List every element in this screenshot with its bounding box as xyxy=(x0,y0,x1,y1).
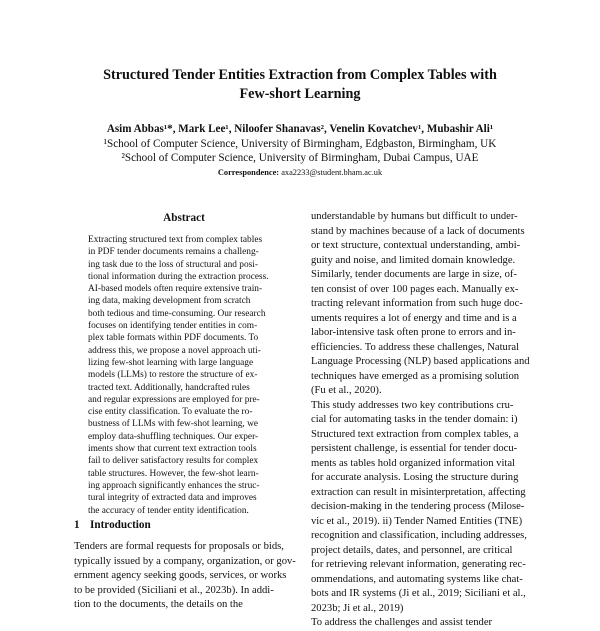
introduction-body xyxy=(74,540,294,613)
body-line: ernment agency seeking goods, services, or works xyxy=(74,570,287,581)
body-line: typically issued by a company, organization, or gov- xyxy=(74,555,296,567)
body-line: To address the challenges and assist tender xyxy=(311,617,493,628)
body-line: for retrieving relevant information, generating rec- xyxy=(311,559,526,570)
abstract-line: fail to deliver satisfactory results for complex xyxy=(88,456,259,467)
body-line: vic et al., 2019). ii) Tender Named Entities (TNE) xyxy=(311,515,523,527)
body-line: Tenders are formal requests for proposals or bids, xyxy=(74,541,284,552)
body-line: Structured text extraction from complex tables, a xyxy=(311,428,519,440)
affiliation-1: ¹School of Computer Science, University of Birmingham, Edgbaston, Birmingham, UK xyxy=(103,138,497,150)
abstract-line: iments show that current text extraction tools xyxy=(88,444,257,455)
abstract-line: plex table formats within PDF documents. To xyxy=(88,333,259,344)
right-column-body xyxy=(311,210,533,631)
abstract-line: tracted text. Additionally, handcrafted rules xyxy=(88,382,250,393)
abstract-line: focuses on identifying tender entities in com- xyxy=(88,321,258,332)
body-line: guity and noise, and limited domain knowledge. xyxy=(311,254,516,266)
section-heading-introduction xyxy=(74,518,151,532)
abstract-line: AI-based models often require extensive train- xyxy=(88,284,263,295)
abstract-line: ing approach significantly enhances the struc- xyxy=(88,480,260,491)
body-line: recognition and classification, including addresses, xyxy=(311,530,527,541)
body-line: techniques have emerged as a promising solution xyxy=(311,370,520,382)
section-number: 1 xyxy=(74,519,80,531)
abstract-line: employ data-shuffling techniques. Our exper- xyxy=(88,431,259,442)
abstract-line: both tedious and time-consuming. Our research xyxy=(88,308,266,319)
body-line: tracting relevant information from such huge doc- xyxy=(311,298,523,309)
abstract-line: tional information during the extraction process. xyxy=(88,271,269,282)
body-line: cial for automating tasks in the tender domain: i) xyxy=(311,414,518,425)
body-line: This study addresses two key contributions cru- xyxy=(311,399,514,411)
body-line: Language Processing (NLP) based applications and xyxy=(311,356,530,367)
correspondence-email[interactable]: axa2233@student.bham.ac.uk xyxy=(281,168,383,177)
body-line: Similarly, tender documents are large in size, of- xyxy=(311,269,517,280)
abstract-line: bustness of LLMs with few-shot learning, we xyxy=(88,419,258,430)
abstract-line: the accuracy of tender entity identification. xyxy=(88,505,249,516)
body-line: stand by machines because of a lack of documents xyxy=(311,225,525,237)
body-line: understandable by humans but difficult to under- xyxy=(311,211,518,222)
body-line: for accurate analysis. Losing the structure during xyxy=(311,472,519,483)
author-list: Asim Abbas¹*, Mark Lee¹, Niloofer Shanavas², Venelin Kovatchev¹, Mubashir Ali¹ xyxy=(106,123,494,135)
abstract-line: models (LLMs) to restore the structure of ex- xyxy=(88,370,258,381)
body-line: persistent challenge, is essential for tender docu- xyxy=(311,443,518,454)
abstract-line: and regular expressions are employed for pre- xyxy=(88,394,260,405)
title-line: Structured Tender Entities Extraction from Complex Tables with xyxy=(103,67,497,83)
body-line: ments as tables hold organized information vital xyxy=(311,457,515,469)
abstract-line: table structures. However, the few-shot learn- xyxy=(88,468,259,479)
body-line: uments requires a lot of energy and time and is a xyxy=(311,312,517,324)
body-line: (Fu et al., 2020). xyxy=(311,385,382,396)
abstract-line: address this, we propose a novel approach uti- xyxy=(88,345,261,356)
body-line: to be provided (Siciliani et al., 2023b). In addi- xyxy=(74,584,274,596)
abstract-line: lizing few-shot learning with large language xyxy=(88,357,254,368)
section-title: Introduction xyxy=(90,519,151,531)
body-line: decision-making in the tendering process (Milose- xyxy=(311,501,525,512)
abstract-line: Extracting structured text from complex tables xyxy=(88,235,263,245)
body-line: efficiencies. To address these challenges, Natural xyxy=(311,341,520,353)
abstract-heading: Abstract xyxy=(163,212,205,224)
body-line: project details, dates, and personnel, are critical xyxy=(311,544,513,556)
abstract-line: ing task due to the loss of structural and posi- xyxy=(88,259,258,270)
paper-title xyxy=(60,66,540,104)
correspondence xyxy=(40,167,560,178)
abstract-body xyxy=(88,234,279,517)
body-line: ommendations, and automating systems like chat- xyxy=(311,573,523,585)
abstract-line: ing data, making development from scratch xyxy=(88,296,251,307)
body-line: 2023b; Ji et al., 2019) xyxy=(311,602,404,614)
abstract-line: tural integrity of extracted data and improves xyxy=(88,493,257,504)
body-line: ten consist of over 100 pages each. Manually ex- xyxy=(311,283,519,295)
correspondence-label: Correspondence: xyxy=(217,168,280,177)
body-line: or text structure, contextual understanding, ambi- xyxy=(311,240,521,251)
title-line: Few-short Learning xyxy=(239,86,361,102)
body-line: labor-intensive task often prone to errors and in- xyxy=(311,327,516,338)
affiliation-2: ²School of Computer Science, University of Birmingham, Dubai Campus, UAE xyxy=(121,152,479,164)
abstract-line: in PDF tender documents remains a challeng- xyxy=(88,247,259,258)
body-line: extraction can result in misinterpretation, affecting xyxy=(311,486,526,498)
body-line: bots and IR systems (Ji et al., 2019; Siciliani et al., xyxy=(311,588,526,599)
abstract-line: cise entity classification. To evaluate the ro- xyxy=(88,407,253,418)
body-line: tion to the documents, the details on the xyxy=(74,599,243,610)
